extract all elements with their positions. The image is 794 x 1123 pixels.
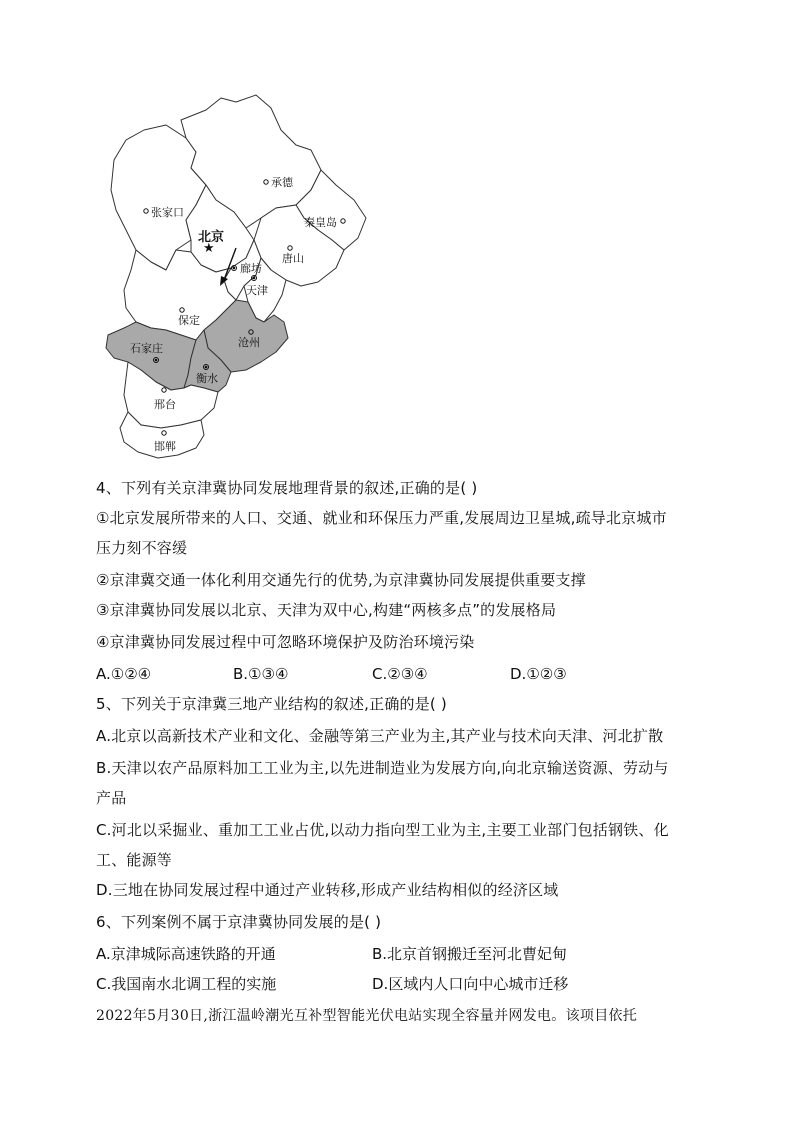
q5-stem: 5、下列关于京津冀三地产业结构的叙述,正确的是( ) xyxy=(96,695,447,713)
city-handan: 邯郸 xyxy=(154,440,176,453)
q4-option-c[interactable]: C.②③④ xyxy=(372,665,428,683)
city-baoding: 保定 xyxy=(178,314,200,327)
q5-option-b-line1[interactable]: B.天津以农产品原料加工工业为主,以先进制造业为发展方向,向北京输送资源、劳动与 xyxy=(96,759,669,777)
q4-statement-1b: 压力刻不容缓 xyxy=(96,539,188,557)
q4-statement-3: ③京津冀协同发展以北京、天津为双中心,构建“两核多点”的发展格局 xyxy=(96,601,557,619)
q5-option-c-line1[interactable]: C.河北以采掘业、重加工工业占优,以动力指向型工业为主,主要工业部门包括钢铁、化 xyxy=(96,821,669,839)
q4-statement-2: ②京津冀交通一体化利用交通先行的优势,为京津冀协同发展提供重要支撑 xyxy=(96,571,586,589)
city-cangzhou: 沧州 xyxy=(238,336,260,349)
q6-option-a[interactable]: A.京津城际高速铁路的开通 xyxy=(96,945,276,963)
q4-statement-4: ④京津冀协同发展过程中可忽略环境保护及防治环境污染 xyxy=(96,633,475,651)
passage-line: 2022年5月30日,浙江温岭潮光互补型智能光伏电站实现全容量并网发电。该项目依托 xyxy=(96,1008,638,1024)
city-zhangjiakou: 张家口 xyxy=(151,206,184,219)
q5-option-c-line2[interactable]: 工、能源等 xyxy=(96,851,173,869)
city-langfang: 廊坊 xyxy=(240,262,262,275)
q4-option-d[interactable]: D.①②③ xyxy=(510,665,567,683)
q6-option-d[interactable]: D.区域内人口向中心城市迁移 xyxy=(372,975,569,993)
q4-option-b[interactable]: B.①③④ xyxy=(233,665,289,683)
city-qinhuangdao: 秦皇岛 xyxy=(304,216,337,229)
city-tianjin: 天津 xyxy=(246,284,268,297)
city-xingtai: 邢台 xyxy=(154,398,176,411)
jing-jin-ji-map xyxy=(96,90,386,465)
q6-stem: 6、下列案例不属于京津冀协同发展的是( ) xyxy=(96,913,382,931)
q5-option-d[interactable]: D.三地在协同发展过程中通过产业转移,形成产业结构相似的经济区域 xyxy=(96,881,559,899)
beijing-star-icon: ★ xyxy=(203,241,215,256)
q5-option-a[interactable]: A.北京以高新技术产业和文化、金融等第三产业为主,其产业与技术向天津、河北扩散 xyxy=(96,727,664,745)
city-hengshui: 衡水 xyxy=(196,372,218,385)
q4-stem: 4、下列有关京津冀协同发展地理背景的叙述,正确的是( ) xyxy=(96,479,478,497)
q6-option-c[interactable]: C.我国南水北调工程的实施 xyxy=(96,975,277,993)
city-shijiazhuang: 石家庄 xyxy=(130,342,163,355)
city-beijing: 北京 xyxy=(198,230,225,245)
q4-statement-1a: ①北京发展所带来的人口、交通、就业和环保压力严重,发展周边卫星城,疏导北京城市 xyxy=(96,509,667,527)
q5-option-b-line2[interactable]: 产品 xyxy=(96,789,127,807)
city-chengde: 承德 xyxy=(271,176,293,189)
q6-option-b[interactable]: B.北京首钢搬迁至河北曹妃甸 xyxy=(372,945,568,963)
q4-option-a[interactable]: A.①②④ xyxy=(96,665,152,683)
city-tangshan: 唐山 xyxy=(282,252,304,265)
